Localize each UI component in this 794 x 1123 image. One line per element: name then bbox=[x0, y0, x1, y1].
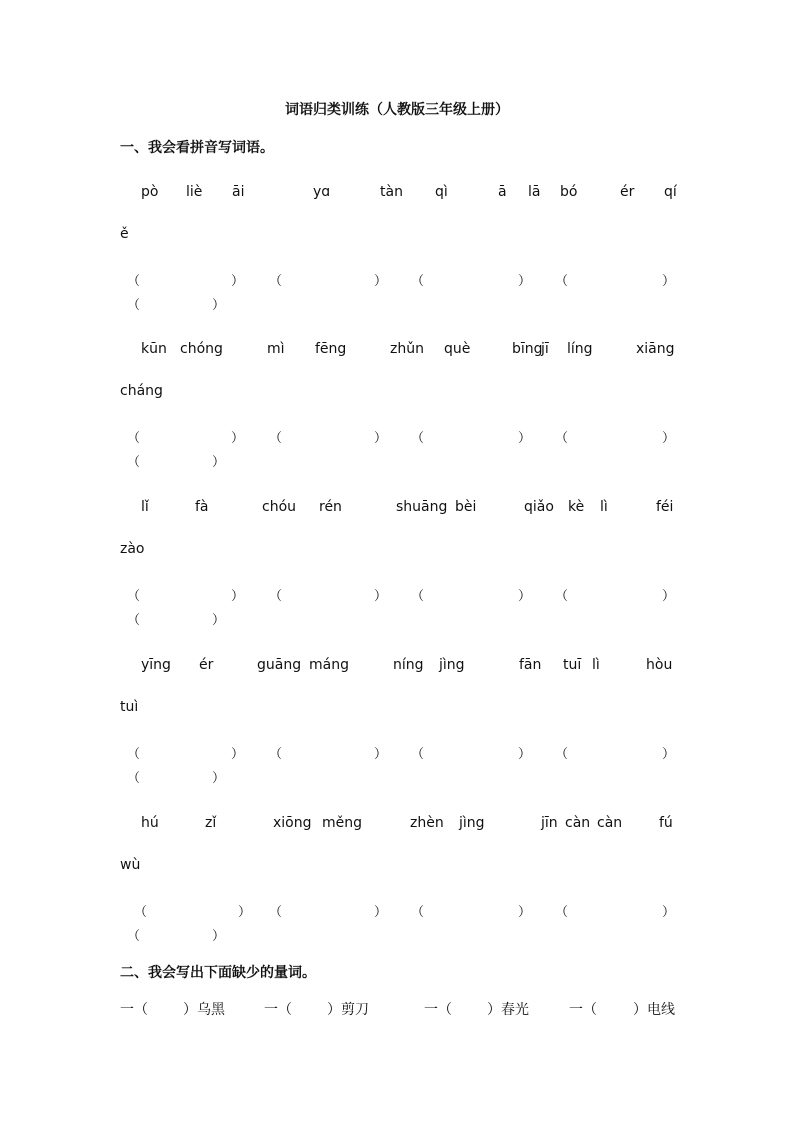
answer-paren-open: （ bbox=[411, 431, 425, 446]
answer-paren-close: ） bbox=[662, 274, 676, 289]
pinyin-syllable-wrapped: ě bbox=[120, 226, 129, 242]
pinyin-syllable: fú bbox=[659, 815, 673, 831]
answer-paren-close: ） bbox=[374, 905, 388, 920]
measure-word-prefix: 一（ bbox=[264, 1002, 292, 1018]
pinyin-syllable-wrapped: zào bbox=[120, 541, 145, 557]
answer-paren-close: ） bbox=[212, 455, 226, 470]
measure-word-prefix: 一（ bbox=[424, 1002, 452, 1018]
answer-paren-open: （ bbox=[134, 905, 148, 920]
answer-paren-open: （ bbox=[555, 274, 569, 289]
answer-paren-close: ） bbox=[662, 905, 676, 920]
pinyin-syllable: fēng bbox=[315, 341, 347, 357]
answer-paren-open: （ bbox=[555, 905, 569, 920]
pinyin-syllable: lì bbox=[600, 499, 608, 515]
pinyin-syllable: pò bbox=[141, 184, 159, 200]
answer-paren-open: （ bbox=[127, 589, 141, 604]
answer-paren-open: （ bbox=[555, 431, 569, 446]
answer-paren-close: ） bbox=[662, 431, 676, 446]
pinyin-syllable: fà bbox=[195, 499, 209, 515]
pinyin-syllable: rén bbox=[319, 499, 342, 515]
pinyin-syllable: shuāng bbox=[396, 499, 448, 515]
pinyin-syllable: qiǎo bbox=[524, 499, 554, 515]
pinyin-syllable: xiāng bbox=[636, 341, 675, 357]
pinyin-syllable: jīn bbox=[541, 815, 558, 831]
pinyin-syllable: lǐ bbox=[141, 499, 149, 515]
answer-paren-open: （ bbox=[411, 589, 425, 604]
answer-paren-close: ） bbox=[518, 589, 532, 604]
pinyin-syllable: xiōng bbox=[273, 815, 312, 831]
answer-paren-open: （ bbox=[127, 431, 141, 446]
answer-paren-close: ） bbox=[374, 589, 388, 604]
pinyin-syllable: máng bbox=[309, 657, 349, 673]
answer-paren-close: ） bbox=[518, 905, 532, 920]
pinyin-syllable: ā bbox=[498, 184, 507, 200]
answer-paren-open: （ bbox=[555, 747, 569, 762]
section1-heading: 一、我会看拼音写词语。 bbox=[120, 140, 274, 156]
answer-paren-close: ） bbox=[662, 589, 676, 604]
document-title: 词语归类训练（人教版三年级上册） bbox=[285, 102, 509, 118]
pinyin-syllable: liè bbox=[186, 184, 203, 200]
answer-paren-open: （ bbox=[127, 613, 141, 628]
pinyin-syllable: zhǔn bbox=[390, 341, 424, 357]
answer-paren-open: （ bbox=[269, 747, 283, 762]
answer-paren-close: ） bbox=[662, 747, 676, 762]
answer-paren-open: （ bbox=[269, 905, 283, 920]
answer-paren-open: （ bbox=[555, 589, 569, 604]
pinyin-syllable: fān bbox=[519, 657, 542, 673]
answer-paren-open: （ bbox=[127, 747, 141, 762]
pinyin-syllable: kūn bbox=[141, 341, 167, 357]
answer-paren-close: ） bbox=[212, 613, 226, 628]
answer-paren-close: ） bbox=[212, 298, 226, 313]
pinyin-syllable: qì bbox=[435, 184, 448, 200]
pinyin-syllable: qí bbox=[664, 184, 677, 200]
pinyin-syllable: kè bbox=[568, 499, 585, 515]
pinyin-syllable: féi bbox=[656, 499, 674, 515]
pinyin-syllable: bèi bbox=[455, 499, 477, 515]
answer-paren-close: ） bbox=[374, 747, 388, 762]
pinyin-syllable: ér bbox=[199, 657, 214, 673]
answer-paren-close: ） bbox=[518, 274, 532, 289]
measure-word-suffix: ）春光 bbox=[487, 1002, 529, 1018]
pinyin-syllable-wrapped: tuì bbox=[120, 699, 139, 715]
pinyin-syllable: lā bbox=[528, 184, 541, 200]
answer-paren-open: （ bbox=[127, 455, 141, 470]
pinyin-syllable: yɑ bbox=[313, 184, 331, 200]
answer-paren-open: （ bbox=[269, 274, 283, 289]
pinyin-syllable: lì bbox=[592, 657, 600, 673]
pinyin-syllable: jìng bbox=[439, 657, 465, 673]
pinyin-syllable: ér bbox=[620, 184, 635, 200]
pinyin-syllable: jī bbox=[541, 341, 549, 357]
pinyin-syllable: hú bbox=[141, 815, 159, 831]
pinyin-syllable-wrapped: wù bbox=[120, 857, 141, 873]
pinyin-syllable-wrapped: cháng bbox=[120, 383, 163, 399]
answer-paren-open: （ bbox=[127, 771, 141, 786]
answer-paren-close: ） bbox=[212, 771, 226, 786]
answer-paren-close: ） bbox=[231, 431, 245, 446]
pinyin-syllable: tàn bbox=[380, 184, 403, 200]
pinyin-syllable: zhèn bbox=[410, 815, 444, 831]
answer-paren-close: ） bbox=[374, 274, 388, 289]
measure-word-suffix: ）电线 bbox=[633, 1002, 675, 1018]
answer-paren-open: （ bbox=[127, 298, 141, 313]
measure-word-prefix: 一（ bbox=[120, 1002, 148, 1018]
pinyin-syllable: mì bbox=[267, 341, 285, 357]
pinyin-syllable: zǐ bbox=[205, 815, 217, 831]
pinyin-syllable: chóng bbox=[180, 341, 223, 357]
pinyin-syllable: āi bbox=[232, 184, 245, 200]
answer-paren-open: （ bbox=[411, 747, 425, 762]
pinyin-syllable: bó bbox=[560, 184, 578, 200]
section2-heading: 二、我会写出下面缺少的量词。 bbox=[120, 965, 316, 981]
answer-paren-open: （ bbox=[411, 274, 425, 289]
measure-word-prefix: 一（ bbox=[569, 1002, 597, 1018]
pinyin-syllable: hòu bbox=[646, 657, 673, 673]
pinyin-syllable: càn bbox=[597, 815, 623, 831]
answer-paren-close: ） bbox=[231, 589, 245, 604]
answer-paren-close: ） bbox=[374, 431, 388, 446]
answer-paren-close: ） bbox=[231, 747, 245, 762]
pinyin-syllable: níng bbox=[393, 657, 424, 673]
measure-word-suffix: ）乌黑 bbox=[183, 1002, 225, 1018]
answer-paren-open: （ bbox=[269, 589, 283, 604]
answer-paren-close: ） bbox=[238, 905, 252, 920]
measure-word-suffix: ）剪刀 bbox=[327, 1002, 369, 1018]
answer-paren-open: （ bbox=[269, 431, 283, 446]
pinyin-syllable: càn bbox=[565, 815, 591, 831]
pinyin-syllable: què bbox=[444, 341, 471, 357]
answer-paren-open: （ bbox=[127, 929, 141, 944]
pinyin-syllable: guāng bbox=[257, 657, 302, 673]
pinyin-syllable: jìng bbox=[459, 815, 485, 831]
answer-paren-open: （ bbox=[411, 905, 425, 920]
pinyin-syllable: yīng bbox=[141, 657, 171, 673]
pinyin-syllable: chóu bbox=[262, 499, 297, 515]
pinyin-syllable: tuī bbox=[563, 657, 582, 673]
pinyin-syllable: líng bbox=[567, 341, 593, 357]
answer-paren-close: ） bbox=[518, 747, 532, 762]
answer-paren-close: ） bbox=[212, 929, 226, 944]
pinyin-syllable: měng bbox=[322, 815, 363, 831]
answer-paren-close: ） bbox=[518, 431, 532, 446]
answer-paren-open: （ bbox=[127, 274, 141, 289]
answer-paren-close: ） bbox=[231, 274, 245, 289]
pinyin-syllable: bīng bbox=[512, 341, 543, 357]
